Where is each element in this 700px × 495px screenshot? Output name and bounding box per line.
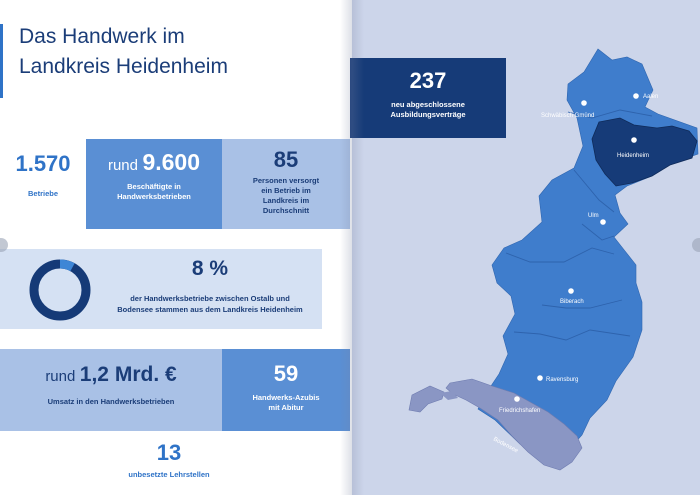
city-dot-ulm bbox=[600, 219, 606, 225]
stat-betriebe bbox=[0, 139, 86, 229]
book-gutter-shadow bbox=[340, 0, 364, 495]
stat-beschaeftigte-label-1: Beschäftigte in bbox=[127, 182, 181, 191]
stat-azubis bbox=[222, 349, 350, 431]
stat-ausbildung-label-2: Ausbildungsverträge bbox=[390, 110, 466, 119]
share-ring-chart bbox=[29, 259, 91, 321]
city-label-ravensburg: Ravensburg bbox=[546, 377, 579, 383]
stat-azubis-value: 59 bbox=[273, 361, 299, 386]
city-dot-schwaebisch-gmuend bbox=[581, 100, 587, 106]
stat-anteil-value: 8 % bbox=[191, 257, 229, 280]
stat-betriebe-value: 1.570 bbox=[15, 151, 71, 176]
lake-label: Bodensee bbox=[492, 436, 519, 455]
stat-beschaeftigte-label-2: Handwerksbetrieben bbox=[117, 192, 191, 201]
title-line-2: Landkreis Heidenheim bbox=[19, 55, 228, 78]
stat-personen-label-2: ein Betrieb im bbox=[261, 186, 311, 195]
city-dot-aalen bbox=[633, 93, 639, 99]
stat-umsatz-value: 1,2 Mrd. € bbox=[79, 363, 177, 386]
city-label-ulm: Ulm bbox=[588, 213, 599, 219]
stat-umsatz-label: Umsatz in den Handwerksbetrieben bbox=[47, 397, 175, 406]
next-page-tab[interactable] bbox=[692, 238, 700, 252]
city-label-friedrichshafen: Friedrichshafen bbox=[499, 408, 541, 414]
stat-betriebe-label: Betriebe bbox=[27, 189, 58, 198]
city-dot-heidenheim bbox=[631, 137, 637, 143]
stat-personen-label-3: Landkreis im bbox=[262, 196, 310, 205]
share-ring-track bbox=[34, 264, 86, 316]
stat-azubis-label-2: mit Abitur bbox=[268, 403, 304, 412]
page-title bbox=[19, 22, 319, 82]
stat-lehrstellen-value: 13 bbox=[156, 440, 182, 465]
stat-anteil-label-1: der Handwerksbetriebe zwischen Ostalb und bbox=[130, 294, 290, 303]
stat-lehrstellen bbox=[86, 440, 252, 488]
stat-ausbildung-label-1: neu abgeschlossene bbox=[391, 100, 465, 109]
stat-umsatz-prefix: rund bbox=[45, 368, 76, 385]
title-line-1: Das Handwerk im bbox=[19, 25, 185, 48]
city-dot-biberach bbox=[568, 288, 574, 294]
stat-azubis-label-1: Handwerks-Azubis bbox=[252, 393, 320, 402]
stat-beschaeftigte-prefix: rund bbox=[107, 157, 138, 174]
stat-personen-label-1: Personen versorgt bbox=[252, 176, 320, 185]
city-dot-friedrichshafen bbox=[514, 396, 520, 402]
city-label-aalen: Aalen bbox=[643, 94, 659, 100]
stat-beschaeftigte-value: 9.600 bbox=[142, 149, 201, 175]
title-accent-bar bbox=[0, 24, 3, 98]
city-label-schwaebisch-gmuend: Schwäbisch Gmünd bbox=[541, 113, 595, 119]
stat-umsatz bbox=[0, 349, 222, 431]
stat-personen bbox=[222, 139, 350, 229]
city-label-heidenheim: Heidenheim bbox=[617, 153, 650, 159]
city-dot-ravensburg bbox=[537, 375, 543, 381]
stat-ausbildung-value: 237 bbox=[409, 68, 447, 93]
stat-anteil-label-2: Bodensee stammen aus dem Landkreis Heidenheim bbox=[117, 305, 303, 314]
stat-beschaeftigte bbox=[86, 139, 222, 229]
stat-ausbildung bbox=[350, 58, 506, 138]
city-label-biberach: Biberach bbox=[560, 299, 584, 305]
stat-personen-value: 85 bbox=[273, 147, 299, 172]
stat-personen-label-4: Durchschnitt bbox=[262, 206, 310, 215]
stat-lehrstellen-label: unbesetzte Lehrstellen bbox=[128, 470, 210, 479]
